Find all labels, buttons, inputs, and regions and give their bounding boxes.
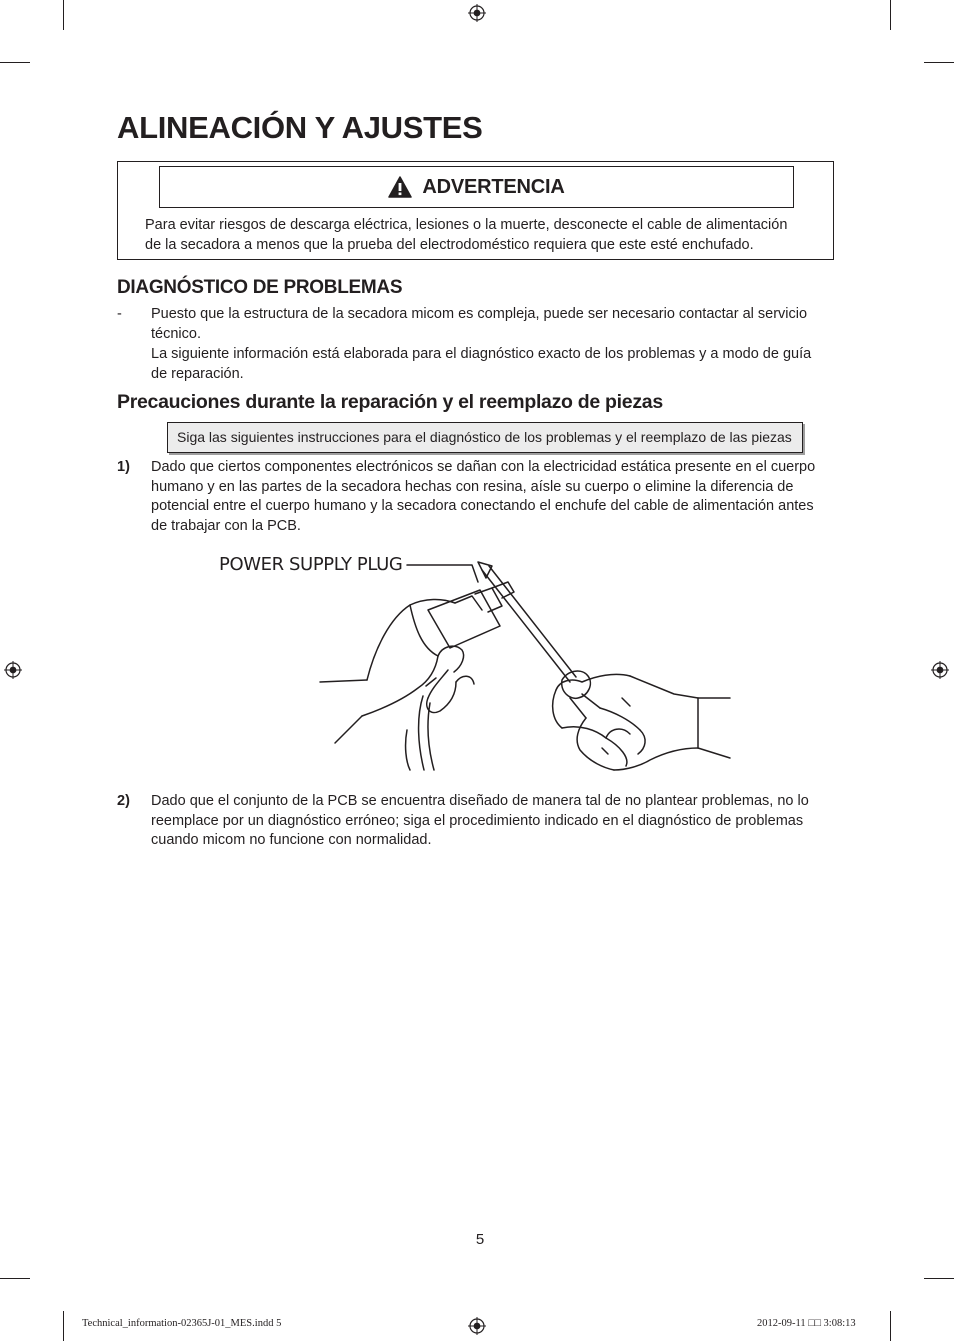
hands-plug-screwdriver-drawing bbox=[210, 548, 740, 772]
step-number: 2) bbox=[117, 793, 130, 809]
step-line: Dado que el conjunto de la PCB se encuentra diseñado de manera tal de no plantear problemas, no lo bbox=[151, 793, 809, 809]
registration-mark-icon bbox=[468, 1317, 486, 1335]
warning-box bbox=[117, 161, 834, 260]
registration-mark-icon bbox=[931, 661, 949, 679]
diagnostics-text bbox=[151, 304, 841, 384]
diagnostics-heading: DIAGNÓSTICO DE PROBLEMAS bbox=[117, 277, 403, 298]
diagnostics-line: Puesto que la estructura de la secadora micom es compleja, puede ser necesario contactar al servicio bbox=[151, 306, 808, 322]
step-item bbox=[117, 458, 837, 538]
step-line: potencial entre el cuerpo humano y la secadora conectando el enchufe del cable de alimentación antes bbox=[151, 498, 814, 514]
precautions-heading: Precauciones durante la reparación y el reemplazo de piezas bbox=[117, 391, 663, 413]
step-line: de trabajar con la PCB. bbox=[151, 517, 301, 534]
registration-mark-icon bbox=[4, 661, 22, 679]
step-line: humano y en las partes de la secadora hechas con resina, aísle su cuerpo o elimine la diferencia de bbox=[151, 478, 794, 495]
step-text bbox=[151, 458, 841, 536]
bullet-dash: - bbox=[117, 306, 122, 322]
warning-header bbox=[159, 166, 794, 208]
warning-line: de la secadora a menos que la prueba del electrodoméstico requiera que este esté enchufado. bbox=[145, 237, 754, 253]
step-number: 1) bbox=[117, 459, 130, 475]
instruction-note: Siga las siguientes instrucciones para el diagnóstico de los problemas y el reemplazo de las piezas bbox=[167, 422, 803, 453]
step-line: reemplace por un diagnóstico erróneo; siga el procedimiento indicado en el diagnóstico de problemas bbox=[151, 812, 804, 829]
power-plug-illustration bbox=[210, 548, 740, 772]
registration-mark-icon bbox=[468, 4, 486, 22]
step-line: Dado que ciertos componentes electrónicos se dañan con la electricidad estática presente en el cuerpo bbox=[151, 459, 816, 475]
warning-line: Para evitar riesgos de descarga eléctrica, lesiones o la muerte, desconecte el cable de alimentación bbox=[145, 217, 788, 233]
diagnostics-line: La siguiente información está elaborada para el diagnóstico exacto de los problemas y a modo de guía bbox=[151, 346, 812, 362]
step-line: cuando micom no funcione con normalidad. bbox=[151, 832, 432, 848]
step-item bbox=[117, 792, 837, 852]
warning-triangle-icon bbox=[388, 176, 412, 198]
print-file-name: Technical_information-02365J-01_MES.indd 5 bbox=[82, 1318, 282, 1329]
warning-title: ADVERTENCIA bbox=[422, 175, 565, 198]
diagnostics-line: de reparación. bbox=[151, 366, 244, 382]
step-text bbox=[151, 792, 841, 851]
diagnostics-line: técnico. bbox=[151, 326, 201, 342]
page-number: 5 bbox=[475, 1231, 485, 1248]
page-title: ALINEACIÓN Y AJUSTES bbox=[117, 110, 483, 145]
print-timestamp: 2012-09-11 □□ 3:08:13 bbox=[757, 1318, 856, 1329]
illustration-label: POWER SUPPLY PLUG bbox=[219, 554, 403, 575]
warning-text bbox=[145, 215, 825, 255]
